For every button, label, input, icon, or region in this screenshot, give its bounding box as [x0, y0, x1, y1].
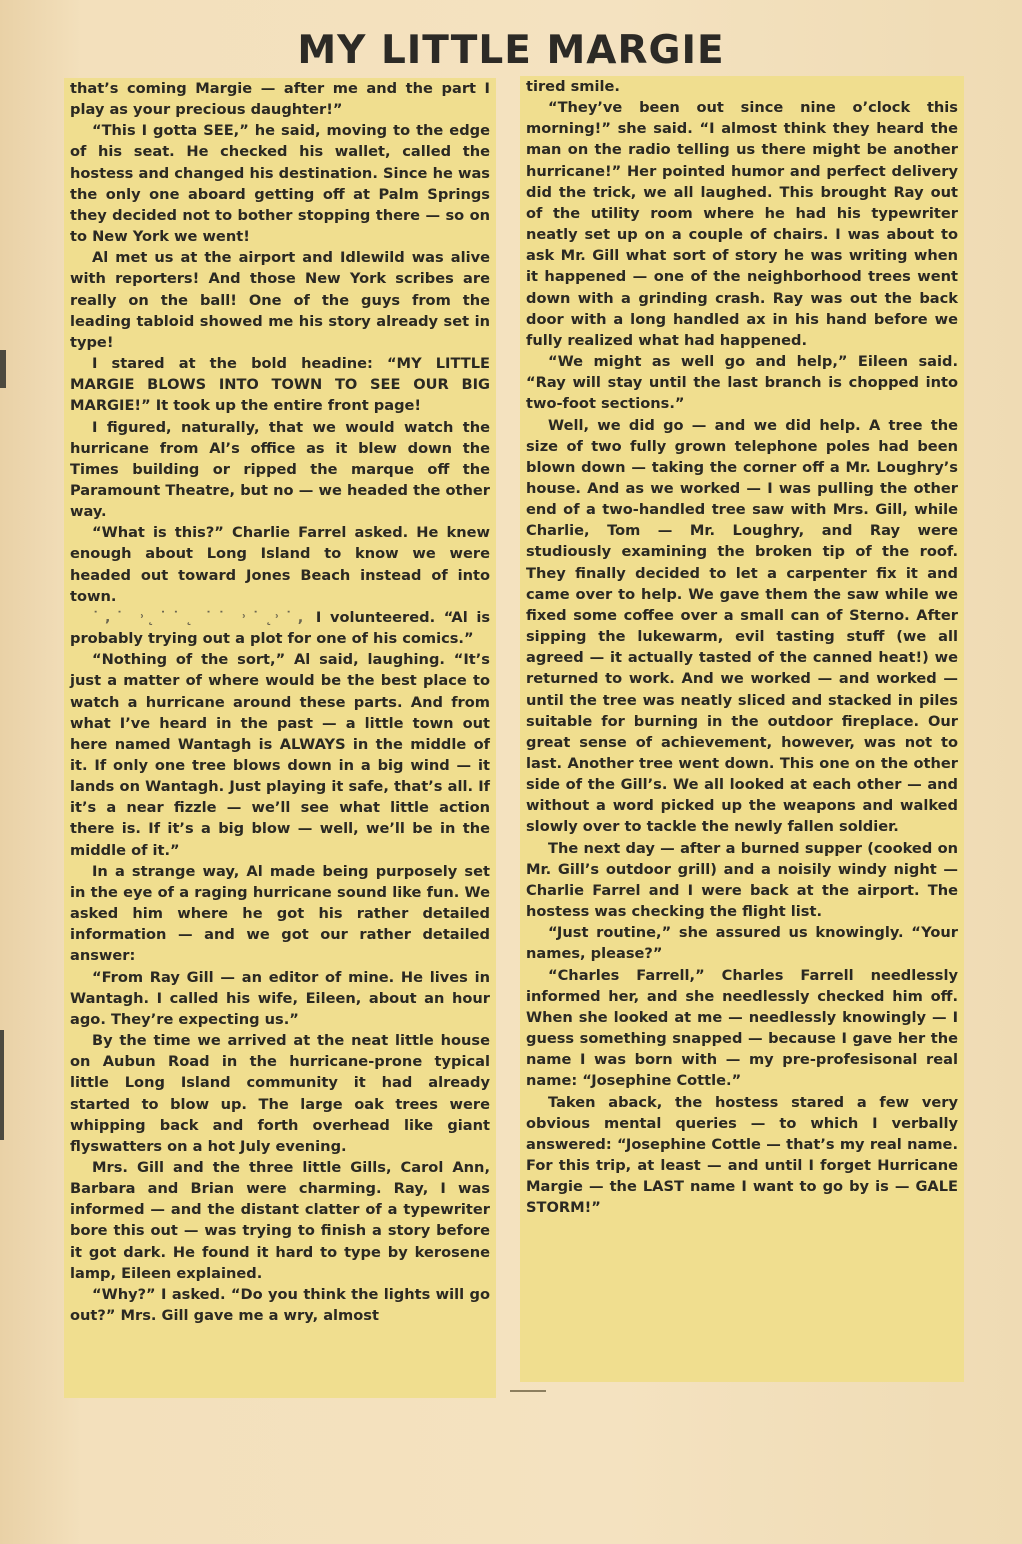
paragraph: I stared at the bold headine: “MY LITTLE MARGIE BLOWS INTO TOWN TO SEE OUR BIG MARGIE!” It took up the entire front page! [70, 355, 490, 415]
paragraph: “From Ray Gill — an editor of mine. He lives in Wantagh. I called his wife, Eileen, about an hour ago. They’re expecting us.” [70, 968, 490, 1028]
paragraph: By the time we arrived at the neat little house on Aubun Road in the hurricane-prone typical little Long Island community it had already started to blow up. The large oak trees were whipping back and forth overhead like giant flyswatters on a hot July evening. [70, 1032, 490, 1155]
paragraph: “Just routine,” she assured us knowingly. “Your names, please?” [526, 924, 958, 963]
smudged-text: ˙‚˙ ˒˛˙˙˛ ˙˙ ˒˙˛˒˙, [92, 608, 316, 626]
paragraph: “We might as well go and help,” Eileen said. “Ray will stay until the last branch is chopped into two-foot sections.” [526, 353, 958, 413]
paragraph: “They’ve been out since nine o’clock this morning!” she said. “I almost think they heard the man on the radio telling us there might be another hurricane!” Her pointed humor and perfect delivery did the trick, we all laughed. This brought Ray out of the utility room where he had his typewriter neatly set up on a couple of chairs. I was about to ask Mr. Gill what sort of story he was writing when it happened — one of the neighborhood trees went down with a grinding crash. Ray was out the back door with a long handled ax in his hand before we fully realized what had happened. [526, 99, 958, 349]
paragraph-text: I volunteered. “Al is probably trying out a plot for one of his comics.” [70, 608, 491, 648]
paragraph: “Charles Farrell,” Charles Farrell needlessly informed her, and she needlessly checked him off. When she looked at me — needlessly knowingly — I guess something snapped — because I gave her the name I was born with — my pre-profesisonal real name: “Josephine Cottle.” [526, 966, 958, 1090]
paragraph: “Why?” I asked. “Do you think the lights will go out?” Mrs. Gill gave me a wry, almost [70, 1285, 490, 1325]
paragraph: “This I gotta SEE,” he said, moving to the edge of his seat. He checked his wallet, called the hostess and changed his destination. Since he was the only one aboard getting off at Palm Springs they decided not to bother stopping there — so on to New York we went! [70, 122, 490, 246]
left-edge-mark [0, 350, 6, 388]
paragraph: “Nothing of the sort,” Al said, laughing. “It’s just a matter of where would be the best place to watch a hurricane around these parts. And from what I’ve heard in the past — a little town out here named Wantagh is ALWAYS in the middle of it. If only one tree blows down in a big wind — it lands on Wantagh. Just playing it safe, that’s all. If it’s a near fizzle — we’ll see what little action there is. If it’s a big blow — well, we’ll be in the middle of it.” [70, 651, 490, 859]
end-rule [510, 1390, 546, 1392]
right-text-column [520, 76, 964, 1382]
paragraph: that’s coming Margie — after me and the part I play as your precious daughter!” [70, 80, 490, 119]
paragraph: Al met us at the airport and Idlewild was alive with reporters! And those New York scribes are really on the ball! One of the guys from the leading tabloid showed me his story already set in type! [70, 249, 490, 351]
paragraph: In a strange way, Al made being purposely set in the eye of a raging hurricane sound like fun. We asked him where he got his rather detailed information — and we got our rather detailed answer: [70, 862, 490, 965]
paragraph: tired smile. [526, 78, 620, 95]
paragraph: Taken aback, the hostess stared a few very obvious mental queries — to which I verbally answered: “Josephine Cottle — that’s my real name. For this trip, at least — and until I forget Hurricane Margie — the LAST name I want to go by is — GALE STORM!” [526, 1093, 958, 1217]
left-text-column [64, 78, 496, 1398]
paragraph: The next day — after a burned supper (cooked on Mr. Gill’s outdoor grill) and a noisily windy night — Charlie Farrel and I were back at the airport. The hostess was checking the flight list. [526, 839, 958, 921]
left-edge-mark-lower [0, 1030, 4, 1140]
paragraph: Mrs. Gill and the three little Gills, Carol Ann, Barbara and Brian were charming. Ray, I was informed — and the distant clatter of a typewriter bore this out — was trying to finish a story before it got dark. He found it hard to type by kerosene lamp, Eileen explained. [70, 1158, 490, 1282]
paragraph: I figured, naturally, that we would watch the hurricane from Al’s office as it blew down the Times building or ripped the marque off the Paramount Theatre, but no — we headed the other way. [70, 418, 490, 521]
paragraph-with-smudge [70, 607, 490, 649]
paragraph: Well, we did go — and we did help. A tree the size of two fully grown telephone poles had been blown down — taking the corner off a Mr. Loughry’s house. And as we worked — I was pulling the other end of a two-handled tree saw with Mrs. Gill, while Charlie, Tom — Mr. Loughry, and Ray were studiously examining the broken tip of the roof. They finally decided to let a carpenter fix it and came over to help. We gave them the saw while we fixed some coffee over a small can of Sterno. After sipping the lukewarm, evil tasting stuff (we all agreed — it actually tasted of the canned heat!) we returned to work. And we worked — and worked — until the tree was neatly sliced and stacked in piles suitable for burning in the outdoor fireplace. Our great sense of achievement, however, was not to last. Another tree went down. This one on the other side of the Gill’s. We all looked at each other — and without a word picked up the weapons and walked slowly over to tackle the newly fallen soldier. [526, 416, 958, 836]
page-title: MY LITTLE MARGIE [297, 28, 725, 73]
paragraph: “What is this?” Charlie Farrel asked. He knew enough about Long Island to know we were headed out toward Jones Beach instead of into town. [70, 524, 490, 605]
